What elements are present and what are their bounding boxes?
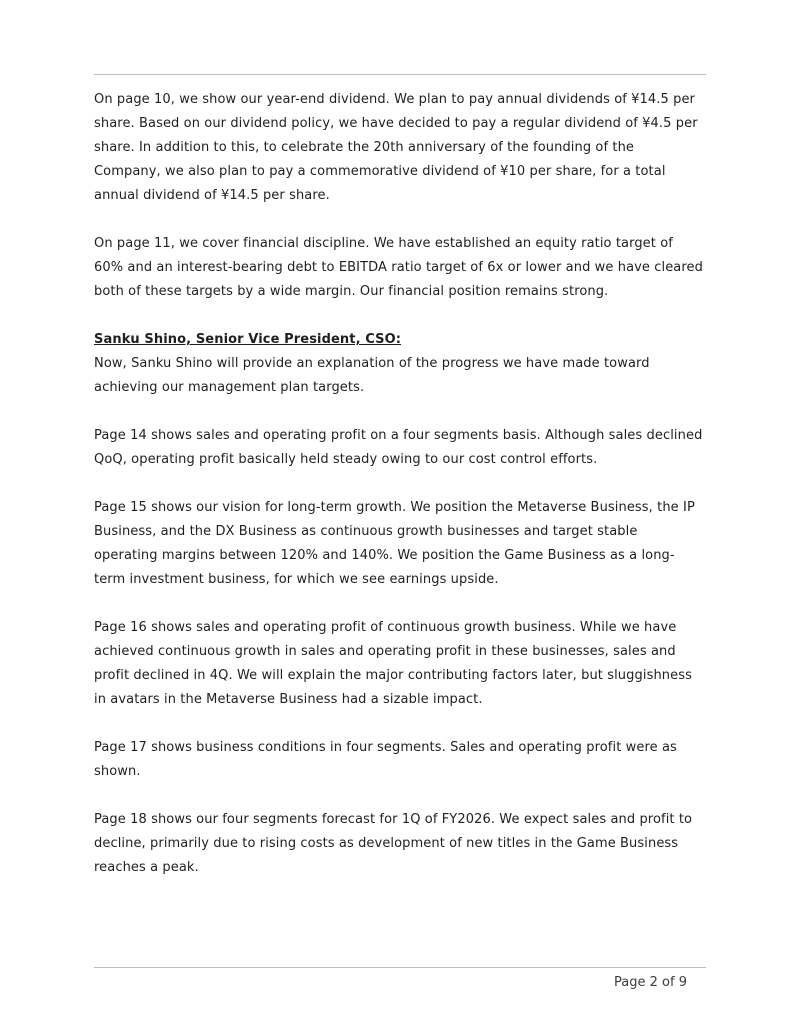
header-divider — [94, 74, 706, 75]
paragraph-page17: Page 17 shows business conditions in four segments. Sales and operating profit were as shown. — [94, 740, 677, 779]
paragraph-dividend: On page 10, we show our year-end dividend. We plan to pay annual dividends of ¥14.5 per share. Based on our dividend policy, we have decided to pay a regular dividend of ¥4.5 per share. In addition to this, to celebrate the 20th anniversary of the founding of the Company, we also plan to pay a commemorative dividend of ¥10 per share, for a total annual dividend of ¥14.5 per share. — [94, 92, 698, 203]
paragraph-page15: Page 15 shows our vision for long-term growth. We position the Metaverse Business, the IP Business, and the DX Business as continuous growth businesses and target stable operating margins between 120% and 140%. We position the Game Business as a long-term investment business, for which we see earnings upside. — [94, 500, 695, 587]
paragraph-financial-discipline: On page 11, we cover financial discipline. We have established an equity ratio target of 60% and an interest-bearing debt to EBITDA ratio target of 6x or lower and we have cleared both of these targets by a wide margin. Our financial position remains strong. — [94, 236, 703, 299]
paragraph-page18: Page 18 shows our four segments forecast for 1Q of FY2026. We expect sales and profit to decline, primarily due to rising costs as development of new titles in the Game Business reaches a peak. — [94, 812, 693, 875]
document-body — [94, 88, 705, 904]
paragraph-page16: Page 16 shows sales and operating profit of continuous growth business. While we have achieved continuous growth in sales and operating profit in these businesses, sales and profit declined in 4Q. We will explain the major contributing factors later, but sluggishness in avatars in the Metaverse Business had a sizable impact. — [94, 620, 692, 707]
paragraph-speaker-intro: Now, Sanku Shino will provide an explanation of the progress we have made toward achieving our management plan targets. — [94, 356, 650, 395]
speaker-heading: Sanku Shino, Senior Vice President, CSO: — [94, 332, 402, 347]
paragraph-page14: Page 14 shows sales and operating profit on a four segments basis. Although sales declined QoQ, operating profit basically held steady owing to our cost control efforts. — [94, 428, 703, 467]
footer-divider — [94, 967, 706, 968]
page-number: Page 2 of 9 — [614, 975, 687, 990]
